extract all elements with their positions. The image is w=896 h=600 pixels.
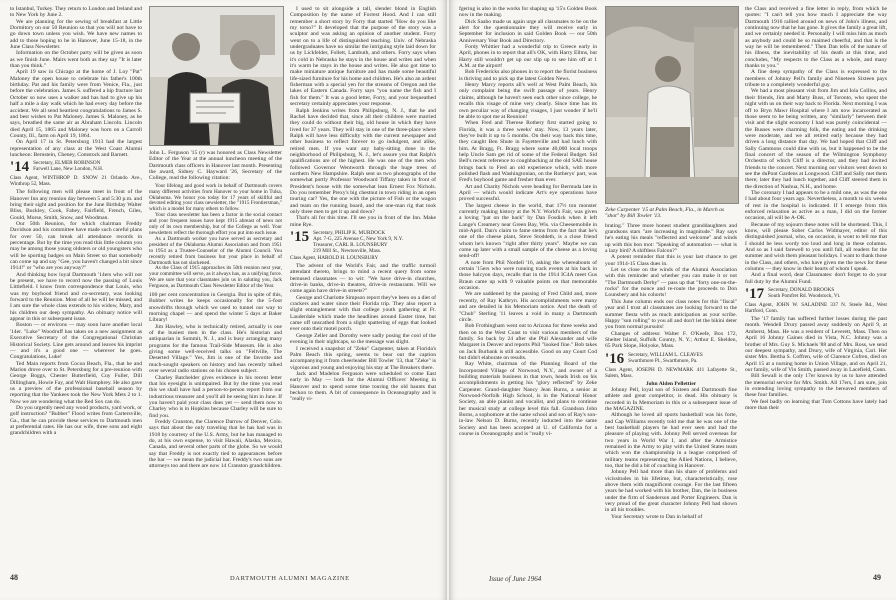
paragraph: Bob Fredericks also phones in to report the florist business is thriving and to pick up the latest Golden News. <box>459 69 597 82</box>
paragraph: We are planning for the sewing of breakfast at Little Dormitory on our 50 Reunion so that you will not have to go down town unless you wish. We have new names to add to those hoping to be in Hanover, June 15-18, in the June Class Newsletter. <box>10 18 142 51</box>
paragraph: A fine deep sympathy of the Class is expressed to the members of Johnny Pell's family and Nineteen Sixteen pays tribute to a completely wonderful guy. <box>745 69 887 89</box>
class-secretary: Secretary, ELMER ROBINSON Farwell Lane, New London, N.H. <box>33 160 104 173</box>
right-column-1 <box>459 6 597 568</box>
paragraph: George Zeller and Dorothy were sadly posing the cool of the evening in their nightcaps, so the message was slight. <box>290 332 436 346</box>
photo-illustration <box>606 7 738 203</box>
paragraph: Johnny Pell, loyal son of Sixteen and Dartmouth fine athlete and great competitor, is dead. His obituary is recorded in In Memoriam in this or a subsequent issue of the MAGAZINE. <box>605 386 737 412</box>
right-page <box>449 0 896 600</box>
paragraph: That's all for this time. I'll see you in front of the Inn. Make mine Rye. <box>290 215 436 228</box>
paragraph: Your Secretary wrote to Dan in behalf of <box>611 513 703 520</box>
issue-date: Issue of June 1964 <box>489 575 542 583</box>
paragraph: Do you urgently need any wood products, yard work, or golf instruction? "Bubber" Flood writes from Cartersville, Ga., that he can provide these services to Dartmouth men at preferential rates. He has our wife, three sons and eight grandchildren with a <box>10 404 142 437</box>
paragraph: We are saddened by the passing of Fred Child and, more recently, of Ray Kathryn. His accomplishments were many and are detailed in his Memoriam notice. And the death of "Chub" Sterling '11 leaves a void in many a Dartmouth circle. <box>459 291 597 323</box>
paragraph: And a final word, dear Classmates: don't forget to do your full duty by the Alumni Fund. <box>745 272 887 285</box>
paragraph: A note from Phil Nordell '16, asking the whereabouts of certain '15ers who were running track events at his back in those halcyon days, recalls that in the 1914 IC4A meet Gus Braun came up with 9 valuable points on that memorable occasion. <box>459 259 597 292</box>
left-column-1 <box>10 6 142 568</box>
magazine-title: DARTMOUTH ALUMNI MAGAZINE <box>230 575 350 582</box>
paragraph: Boston — or environs — may soon have another local '14er. "Luke" Woodruff has taken on a new assignment as Executive Secretary of the Congregational Christian Historical Society. Line gets around and leaves his imprint — and it's a good one — wherever he goes. Congratulations, Luke! <box>10 322 142 361</box>
right-folio: 49 <box>873 573 881 582</box>
paragraph: Let us close on the winds of the Alumni Association with this reminder and whether you can make it or not "The Dartmouth Derby" — pass up that "forty one-on-the-rocks" for the nonce and re-route the proceeds to Don Lounsbery and his cohorts! <box>605 267 737 299</box>
paragraph: Charley Batchelder gives evidence in his recent letter that his eyesight is unimpaired. But by the time you read this we shall have had a person-to-person report from our industrious treasurer and you'll all be seeing him in June. If you haven't paid your class dues yet — send them now to Charley who is in Hopkins because Charley will be sure to find you. <box>149 374 282 419</box>
paragraph: The '17 family has suffered further losses during the past month. Wendell Drury passed away suddenly on April 9, at Amherst, Mass. He was a resident of Leverett, Mass. Then on April 16 Johnny Gaines died in Vista, N.C. Johnny was a brother of Mrs. Guy S. Michaels '88 and of Mrs. Ross, we send our deepest sympathy, and Drury, wife of Virginia, Carl. Her sister Mrs. Bertha S. Coffren, wife of Clarence Cofren, died on April 15 at a nursing home in Union Village, and on April 21, our family, wife of Vin Smith, passed away in Lacefield, Conn. <box>745 316 887 373</box>
class-agent: Class Agent, JOSEPH D. NEWMARK 411 Lafayette St., Salem, Mass. <box>605 366 737 379</box>
paragraph: Johnny Pell had more than his share of problems and vicissitudes in his lifetime, but, characteristically, rose above them with magnificent courage. For the last fifteen years he had worked with his brother, Dan, the in business under the firm of Sanderson and Porter Engineers. Dan is very proud of the great character Johnny Pell had shown in all his troubles. <box>605 469 737 514</box>
paragraph: This June column ends our class notes for this "fiscal" year and I trust all classmates are looking forward to the summer fiesta with as much anticipation as your scribe. Happy "sun rolling" to you all and don't let the bikini deter you from normal pursuits! <box>605 298 737 331</box>
class-year: '14 <box>10 159 30 176</box>
paragraph: The coronary I had appears to be a mild one, as was the one I had about four years ago. Nevertheless, a month to six weeks of rest in the hospital is indicated. If I emerge from this enforced relaxation as active as a man, I did on the former occasion, all will be A-OK. <box>745 189 887 222</box>
class-secretary: Secretary, PHILIP K. MURDOCK Apt. 7-G, 225 Avenue C, New York 9, N.Y. Treasurer, CARL R. LOUNSBURY 219 Mill St., Newtonville, Mass. <box>313 230 404 255</box>
left-column-2 <box>149 150 282 568</box>
paragraph: The largest cheese in the world, that 17½ ton monster currently making history at the N.Y. World's Fair, was given a loving "pat on the back" by Dan Fosdick when it left Lange's Creamery near Green Bay, Wis. via Cheesemobile in mid-April. Dan's claim to fame stems from the fact that he's one of the cheese plant, Steve Stoddeth, is a close friend whom he's known "right after thirty years". Maybe we can come up later with a small sample of the cheese as a loving send-off! <box>459 202 597 260</box>
citation-paragraph: Your class newsletter has been a factor in the social contact and your frequent issues have kept 1915 abreast of news not only of its own membership, but of the College as well. Your newsletters reflect the thorough effort you put into each issue. <box>149 212 282 236</box>
paragraph: Jim Hawley, who is technically retired, actually is one of the busiest men in the class. He's historian and antiquarian in Summit, N. J., and is busy arranging many programs for the famous Trail-Side Museum. He is also giving some well-received talks on "Feltville, The Deserted Village." Yes, Jim is one of the favorite and much-sought speakers on history and has recently talked over several radio stations on his chosen subject. <box>149 323 282 375</box>
paragraph: April 19 saw in Chicago at the home of J. Loy "Pat" Maloney the open house to celebrate his father's 100th birthday. Pat and his family were from Venice, Fla., just before the celebration. James S. suffered a hip fracture last October so now uses a walker and has had to give up his half a mile a day walk which he had every day before the accident. We all send heartiest congratulations to James S. and best wishes to Pat Maloney. James S. Maloney, as he says, breathed the same air as Abraham Lincoln. Lincoln died April 15, 1865 and Maloney was born on a Carroll County, Ill., farm on April 19, 1864. <box>10 69 142 139</box>
paragraph: to Istanbul, Turkey. They return to London and Ireland and to New York by June 2. <box>10 6 142 19</box>
paragraph: Information on the October party will be given as soon as we finish June. Mairs went both as they say "It is later than you think." <box>10 50 142 70</box>
paragraph: Ted Main reports from Cocoa Beach, Fla., that he and Marion drove over to St. Petersburg for a pre-reunion with George Boggs, Chester Butterfield, Cuy Fuller, Dill Dillingham, Howie Fay, and Walt Humphrey. He also gave us a preview of the professional baseball season by reporting that the Yankees took the New York Mets 2 to 1. Now we are wondering what the Red Sox can do. <box>10 360 142 405</box>
paragraph: Although he loved all sports basketball was his forte, and Cap Williams recently told me that he was one of the best basketball players he had ever seen and had the pleasure of playing with. Johnny Pell served overseas for two years in World War I, and after the Armistice remained in the Army to play with the United States team which won the championship in a league comprised of military teams representing the Allied Nations, I believe, too, that he did a bit of coaching in Hanover. <box>605 412 737 470</box>
citation-paragraph: Your lifelong and good work in behalf of Dartmouth covers many different activities from Hanover to your home in Tulsa, Oklahoma. We honor you today for 17 years of skillful and devoted editing your class newsletter, the "1915 Frontiersman," which is a model for many others to follow. <box>149 182 282 213</box>
paragraph: I used to sit alongside a tall, slender blond in English Composition by the name of Forrest Hood. And I can still remember a short story by Forry that started "How do you like my torso?" It developed that the purpose of the story was a sculptor and was asking an opinion of another student. Forry went on to a life of distinguished teaching. Univ. of Nebraska undergraduates have no similar the intriguing style laid down for us by Lickfelder, Follett, Lambuth, and others. Forry says when it's cold in Nebraska he stays in the house and writes and when it's warm he stays in the house and writes. He also got time to make miniature antique furniture and has made some beautiful life-sized furniture for his home and children. He's also an ardent fisherman with a special yen for the streams of Oregon and the lakes of Eastern Canada. Forry says "you name the fish and I fish for them." It was a good letter, Forry, and your bequeathed secretary certainly appreciates your response. <box>290 6 436 108</box>
class-1916-heading <box>605 352 737 366</box>
class-1914-heading <box>10 160 142 174</box>
paragraph: fgering is also in the works for shaping up '15's Golden Book now in the making. <box>459 6 597 19</box>
right-column-2 <box>605 207 737 568</box>
class-year: '16 <box>605 350 625 367</box>
paragraph: Ralph Jenkins writes from Philipsburg, N. J., that he and Rachel have decided that, since all their children were married they could do without their big, old house in which they have lived for 37 years. They will stay in one of the three-place where Ralph will have less difficulty with the current newspaper and other business to reflect forever to go indulgent, and alike, retired men. If you want any baby-sitting done in the neighborhood of Philipsburg, N. J., let's assure you that Ralph's qualifications are of the highest. He was one of the men who followed Governor Wentworth through the huge trees of northern New Hampshire. Ralph sent us two photographs of the somewhat portly Professor Woodward Tiffany taken in front of President's house with the somewhat lean Ernest Fox Nichols. Do you remember Prexy's big chestnut in town riding in an open touring car? Yes, the one with the picture of Fish or the wagon and team on the running board, and the one-man rig that took only three men to get it up and down? <box>290 107 436 215</box>
paragraph: Freddy Cranston, the Clarence Darrow of Denver, Colo. says that about the only traveling that he has had was in 1918 by courtesy of the U.S. Army, but he has managed to do, at his own expense, to visit Hawaii, Alaska, Mexico, Canada, and several other parts of the globe. So we would say that Freddy is not exactly tied to appearances before the bar — we mean the judicial bar. Freddy's two sons are attorneys too and there are now 14 Cranston grandchildren. <box>149 418 282 470</box>
paragraph: Art and Charity Nichols were heading for Bermuda late in April — which would indicate Art's eye operations have proved successful. <box>459 183 597 203</box>
class-1915-heading <box>290 230 436 254</box>
paragraph: Jack and Madelon Ferguson were scheduled to come East early in May — both for the Alumni Officers' Meeting in Hanover and to spend some time touring the old haunts that beckon to them. A bit of consequence in Oceanography and is "really vi- <box>290 370 436 403</box>
photo-illustration <box>150 7 283 145</box>
paragraph: Our 50th Reunion, for which chairman Freddy Davidson and his committee have made such careful plans for over 50, can break all attendance records in percentage. But by the time you read this little column you may be among those young oldsters or old youngsters who will be sporting badges on Main Street so that somebody can come up and say "Gee, you haven't changed a bit since 1914!" or "who are you anyway?" <box>10 220 142 272</box>
paragraph: And thinking how loyal Dartmouth '14ers who will not be present, we have to record now the passing of Louis Littlefield. I know from correspondence that Louis, who was my boyhood friend and co-secretary, was looking forward to the Reunion. Most of all he will be missed, and I am sure the whole class extends to his widow, Mary, and his children our deep sympathy. An obituary notice will appear in this or subsequent issue. <box>10 271 142 323</box>
paragraph: the Class and received a fine letter in reply, from which he quotes: "I can't tell you how much I appreciate the way Dartmouth 1916 rallied around on news of John's illness, and continuing now that he has gone. It gives the family a great lift, and we certainly needed it. Personally I will miss him as much as anybody and could be so maimed cheerful, and that is the way he will be remembered." Then Dan tells of the nature of his illness, the inevitability of his death at this time, and concludes, "My respects to the Class as a whole, and many thanks to you." <box>745 6 887 70</box>
class-agent: Class Agent, WINTHROP D. SNOW 21 Orlando Ave., Winthrop 52, Mass. <box>10 175 142 188</box>
paragraph: brating." Three more honest student granddaughters and grandsons stars "are increasing in magnitude." Ray says he's eating his meals "reflected and welcome" and winds up with this bon mot: "Speaking of automation — what is a lazy bird? A shiftless Falcon?" <box>605 222 737 255</box>
class-1917-heading <box>745 287 887 301</box>
ferguson-award-photo <box>149 6 284 146</box>
paragraph: Dick Saabo made us again urge all classmates to be on the alert for the questionnaire they will receive early in September for inclusion in said Golden Book — our 50th Anniversary Year Book and Directory. <box>459 18 597 44</box>
paragraph: Changes of address: Walter F. O'Keefe, Box 172, Shelter Island, Suffolk County, N. Y.; Arthur E. Shelden, 65 Park Slope, Holyoke, Mass. <box>605 330 737 350</box>
paragraph: A potent reminder that this is your last chance to get your 1914-15 Class dues in. <box>605 254 737 267</box>
paragraph: The advent of the World's Fair, and the traffic turmoil attendant thereto, brings to mind a recent query from some bemused classmates — to wit: "We have drive-in churches, drive-in banks, drive-in theatres, drive-in restaurants. Will we come again have drive-in streets?" <box>290 263 436 295</box>
paragraph: Bob Frothingham went out to Arizona for three weeks and then on to the West Coast to visit various members of the family. So back by 24 after she Phil Alexander and wife Margaret in Denver and reports Phil "looked fine." Bob takes on Jack Burbank is still accessible. Good on any Court Cod but didn't elaborate on results. <box>459 323 597 361</box>
class-year: '17 <box>745 286 765 303</box>
class-agent: Class Agent, JOHN W. SALADINE 337 N. Steele Rd., West Hartford, Conn. <box>745 302 887 315</box>
photo-caption: John L. Ferguson '15 (r) was honored as Class Newsletter Editor of the Year at the annual luncheon meeting of the Dartmouth class officers in Hanover last month. Presenting the award, Sidney C. Hayward '26, Secretary of the College, read the following citation: <box>149 150 282 182</box>
award-citation <box>149 184 282 290</box>
paragraph: We feel badly on learning that Tom Cottons have lately had more than their <box>745 398 887 411</box>
class-secretary: Secretary, WILLIAM L. CLEAVES Swarthmore Pl., Swarthmore, Pa. <box>628 351 703 364</box>
left-column-3 <box>290 6 436 568</box>
photo-caption: Zeke Carpenter '15 at Palm Beach, Fla., in March as "shot" by Bill Towler '13. <box>605 207 725 220</box>
paragraph: The following men will please meet in front of the Hanover Inn any reunion day between 5 and 5:30 p.m. and bring their sight and position for the June Birthday Walter Bliss, Buckley, Cook, Fahey, Fairfield, French, Giles, Gould, Morse, Smith, Snow, and Woodman. <box>10 189 142 221</box>
paragraph: Ray White, chairman of the Planning Board of the Incorporated Village of Norwood, N.Y., and owner of a building materials business in that town, heads Irish on his accomplishments in getting his "glory reflected" by Zeke Carpenter. Grand-daughter Nancy Jean Burns, a senior at Norwood-Norfolk High School, is in the National Honor Society, an able pianist and vocalist, and plans to continue her musical study at college level this fall. Grandson John Burns, a sophomore at the same school and son of Ray's son-in-law Nelson D. Burns, recently inducted into the same Society and has been accepted at U. of California for a course in Oceanography and is "really vi- <box>459 361 597 438</box>
paragraph: George and Charlotte Simpson report they've been on a diet of crackers and water since their Florida trip. They also report a slight entanglement with that college youth gathering at Ft. Lauderdale which made the headlines around Easter time, but came off unscathed from a slight spattering of eggs that looked ever onto their motel porch. <box>290 294 436 333</box>
paragraph: I received a snapshot of "Zeke" Carpenter, taken at Florida's Palm Beach this spring, seems to bear out the caption accompanying it from cheerleader Bill Towler '13, that "Zeke" is vigorous and young and enjoying his stay at The Breakers there. <box>290 345 436 371</box>
class-secretary: Secretary, DONALD BROOKS South Pomfret Rd. Woodstock, Vt. <box>768 287 841 300</box>
paragraph: We had a most pleasant visit from Jim and Iola Collins, and their friends, Jim and Marty Buss, of Toronto, who spent the night with us on their way back to Florida. Next morning I was off to Bryn Mawr Hospital where I am now incarcerated as those seem to be being written, any "similarly" between their visit and the slight economy I had was purely coincidental — the Busses were charming folk, the eating and the drinking were moderate, and we all retired early because they had driven a long distance that day. We had hoped that Cliff and Sally Gammons could dine with us, but it happened to be the final concert of the season of the Wilmington Symphony Orchestra of which Cliff is a director, and they had invited friends to the concert. Next morning our visitors went down to see the duPont Gardens at Longwood. Cliff and Sally met them there; later they had lunch together, and Cliff steered them in the direction of Nashua, N.H., and home. <box>745 88 887 190</box>
left-folio: 48 <box>10 573 18 582</box>
zeke-carpenter-photo <box>605 6 739 204</box>
right-column-3 <box>745 6 887 568</box>
citation-paragraph: As the Class of 1915 approaches its 50th reunion next year, your committee will serve, as it always has, as a unifying force. We are sure that your classmates join us in saluting you, Jack Ferguson, as Dartmouth Class Newsletter Editor of the Year. <box>149 265 282 290</box>
memorial-heading: John Alden Pellettier <box>645 380 697 387</box>
paragraph: On April 17 in St. Petersburg 1913 had the largest representation of any class at the West Coast Alumni luncheon: Bernstein, Cheney, Comstock and Barnett. <box>10 139 142 158</box>
paragraph: 100 per cent concentration in Georgia. But in spite of this, Bubber writes he keeps occasionally for the 5-foot snowdrifts through which we used to tunnel our way to morning chapel — and spend the winter 5 days at Baker Library! <box>149 292 282 324</box>
paragraph: Bill Sewall is the only 17er known by us to have attended the memorial service for Mrs. Smith. All 17ers, I am sure, join in extending loving sympathy to the bereaved members of these four families. <box>745 373 887 399</box>
class-agent: Class Agent, HAROLD H. LOUNSBURY <box>290 255 379 262</box>
paragraph: Because of my sojourn these notes will be shortened. This, I know, will please Sober Carlos Widmayer, editor of this distinguished journal, who, on occasion, is wont to tell me that I should be less wordy too loud and long in these columns. And so as I said farewell to you until fall, all readers for the summer and wish them pleasant holidays. I want to thank those in the Class, and others, who have given me the news for these columns — they know in their hearts of whom I speak. <box>745 221 887 273</box>
paragraph: Henry Marcy reports all's well at West Palm Beach, his only complaint being the swift passage of years. Henry claims, although he haven't seen each other since college, he recalls this visage of mine very clearly. Since time has its own peculiar way of changing visages, I just wonder if he'll be able to spot me at Reunion! <box>459 82 597 120</box>
paragraph: Fordy Whittier had a wonderful trip to Greece early in April, phones in to report that all's OK, with Harry Ellms, but Harry still wouldn't get up our slip up to see him off at 1 A.M. at the airport! <box>459 44 597 70</box>
left-page <box>0 0 447 600</box>
paragraph: When Fred and Therese Rothery first started going to Florida, it was a three weeks' stay. Now, 13 years later, they've built it up to 5 months. On their way back this time, they caught Ben Shute in Fayetteville and had lunch with him. At Bragg, Ft. Bragg where some 40,000 local troops help Uncle Sam get rid of some of the Federal Budget. Sid Bell's recent reference to coughbacking at the old SAE house brings back to Fred an old experience which, with more polished flash and Washingtonian, on the Rotherys' part, was Fred's boyhood game and fresher than ever. <box>459 120 597 184</box>
class-year: '15 <box>290 229 310 246</box>
citation-paragraph: As a Dartmouth worker you have served as secretary and president of the Oklahoma Alumni Association and from 1951 to 1954 as a Trustee-Counselor of the Alumni Council. You recently retired from business but your place in behalf of Dartmouth has not slackened. <box>149 235 282 266</box>
